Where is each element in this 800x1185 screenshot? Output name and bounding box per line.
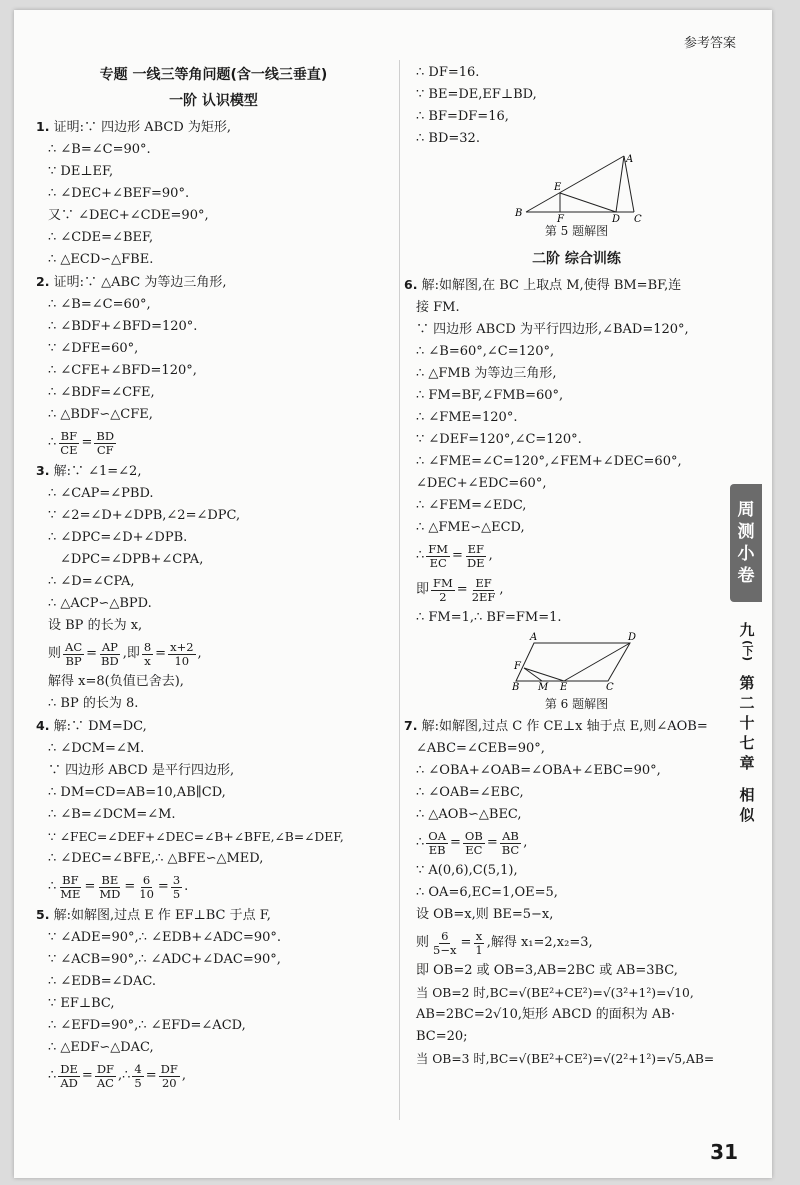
solution-line: ∴ ∠DEC=∠BFE,∴ △BFE∽△MED, [48,851,264,866]
fraction-line: ∴ $\frac{FM}{EC}$ = $\frac{EF}{DE}$ , [416,541,493,570]
section-title-stage1: 一阶 认识模型 [169,93,258,109]
vertex-label-b: B [511,682,519,693]
solution-line: ∴ ∠EFD=90°,∴ ∠EFD=∠ACD, [48,1018,246,1033]
solution-line: AB=2BC=2√10,矩形 ABCD 的面积为 AB· [416,1007,675,1022]
vertex-label-c: C [633,214,642,225]
solution-line: ∴ ∠FME=∠C=120°,∠FEM+∠DEC=60°, [416,454,682,469]
solution-line: 当 OB=2 时,BC=√(BE²+CE²)=√(3²+1²)=√10, [416,986,694,1000]
header-label: 参考答案 [683,36,736,51]
problem-number: 4. [36,718,50,733]
solution-line: 证明:∵ △ABC 为等边三角形, [53,275,227,290]
vertex-label-e: E [559,682,567,693]
solution-line: ∵ ∠DFE=60°, [48,341,139,356]
solution-line: ∵ 四边形 ABCD 为平行四边形,∠BAD=120°, [416,322,689,337]
solution-line: ∵ ∠2=∠D+∠DPB,∠2=∠DPC, [48,508,241,523]
fraction: $\frac{3}{5}$ [172,872,181,901]
side-tab-weekly-test: 周 测 小 卷 [730,484,762,602]
fraction: $\frac{BD}{CF}$ [96,428,115,457]
fraction-line: ∴ $\frac{BF}{ME}$ = $\frac{BE}{MD}$ = $\frac{6}{10}$ = $\frac{3}{5}$ . [48,872,189,901]
problem-number: 5. [36,907,50,922]
solution-line: ∵ 四边形 ABCD 是平行四边形, [48,763,235,778]
page-number: 31 [710,1140,738,1164]
fraction: $\frac{FM}{2}$ [433,575,453,604]
problem-5-figure [512,152,642,225]
solution-line: ∴ △FMB 为等边三角形, [416,366,557,381]
solution-line: ∴ ∠DEC+∠BEF=90°. [48,186,190,201]
solution-line: 解:如解图,过点 C 作 CE⊥x 轴于点 E,则∠AOB= [421,719,708,734]
vertex-label-c: C [605,682,614,693]
problem-number: 2. [36,274,50,289]
solution-line: ∴ ∠DPC=∠D+∠DPB. [48,530,188,545]
fraction-line: 则 $\frac{AC}{BP}$ = $\frac{AP}{BD}$ ,即 $\frac{8}{x}$ = $\frac{x+2}{10}$ , [48,639,202,668]
problem-7 [404,715,749,1070]
solution-line: ∠DPC=∠DPB+∠CPA, [60,552,204,567]
fraction: $\frac{x}{1}$ [475,928,483,957]
left-column [36,62,391,1093]
problem-number: 6. [404,277,418,292]
problem-number: 3. [36,463,50,478]
solution-line: ∴ △AOB∽△BEC, [416,807,522,822]
solution-line: ∴ ∠B=∠C=90°. [48,142,151,157]
fraction: $\frac{DE}{AD}$ [60,1061,78,1090]
fraction: $\frac{OB}{EC}$ [464,828,483,857]
solution-line: ∴ ∠OBA+∠OAB=∠OBA+∠EBC=90°, [416,763,661,778]
problem-3 [36,460,391,715]
solution-line: ∵ ∠ACB=90°,∴ ∠ADC+∠DAC=90°, [48,952,281,967]
solution-line: ∴ ∠CAP=∠PBD. [48,486,154,501]
solution-line: ∵ ∠ADE=90°,∴ ∠EDB+∠ADC=90°. [48,930,282,945]
fraction: $\frac{6}{10}$ [139,872,154,901]
fraction-line: ∴ $\frac{DE}{AD}$ = $\frac{DF}{AC}$ ,∴ $\frac{4}{5}$ = $\frac{DF}{20}$ , [48,1061,186,1090]
fraction: $\frac{x+2}{10}$ [170,639,194,668]
solution-line: 解:如解图,在 BC 上取点 M,使得 BM=BF,连 [421,278,682,293]
fraction: $\frac{6}{5-x}$ [433,928,457,957]
fraction: $\frac{4}{5}$ [134,1061,142,1090]
fraction-line: 即 $\frac{FM}{2}$ = $\frac{EF}{2EF}$ , [416,575,504,604]
figure-caption: 第 6 题解图 [544,697,609,711]
right-column [404,62,749,1070]
fraction: $\frac{OA}{EB}$ [428,828,447,857]
column-divider [399,60,400,1120]
solution-line: ∴ ∠B=60°,∠C=120°, [416,344,555,359]
solution-line: 即 OB=2 或 OB=3,AB=2BC 或 AB=3BC, [416,963,678,978]
solution-line: ∵ BE=DE,EF⊥BD, [416,87,537,102]
fraction: $\frac{DF}{20}$ [160,1061,178,1090]
solution-line: ∴ △ACP∽△BPD. [48,596,152,611]
vertex-label-d: D [627,632,636,643]
fraction: $\frac{EF}{2EF}$ [471,575,496,604]
solution-line: 解:∵ DM=DC, [53,719,147,734]
vertex-label-a: A [625,154,633,165]
fraction: $\frac{BE}{MD}$ [99,872,121,901]
solution-line: ∴ ∠B=∠DCM=∠M. [48,807,176,822]
solution-line: ∠ABC=∠CEB=90°, [416,741,545,756]
problem-number: 7. [404,718,418,733]
fraction: $\frac{DF}{AC}$ [96,1061,115,1090]
fraction-line: ∴ $\frac{OA}{EB}$ = $\frac{OB}{EC}$ = $\frac{AB}{BC}$ , [416,828,528,857]
problem-5 [36,904,391,1093]
topic-title: 专题 一线三等角问题(含一线三垂直) [99,67,328,83]
solution-line: ∴ ∠OAB=∠EBC, [416,785,524,800]
solution-line: 解得 x=8(负值已舍去), [48,674,184,689]
solution-line: ∴ △ECD∽△FBE. [48,252,154,267]
solution-line: ∴ BD=32. [416,131,480,146]
problem-4 [36,715,391,904]
solution-line: ∴ ∠B=∠C=60°, [48,297,151,312]
solution-line: ∵ DE⊥EF, [48,164,114,179]
solution-line: ∴ ∠FME=120°. [416,410,518,425]
problem-6-figure [512,631,642,691]
answer-page [14,10,772,1178]
fraction: $\frac{BF}{ME}$ [60,872,81,901]
solution-line: ∴ BF=DF=16, [416,109,509,124]
solution-line: 证明:∵ 四边形 ABCD 为矩形, [53,120,232,135]
problem-number: 1. [36,119,50,134]
fraction-line: 则 $\frac{6}{5-x}$ = $\frac{x}{1}$ ,解得 x₁=2,x₂=3, [416,928,593,957]
solution-line: ∴ FM=1,∴ BF=FM=1. [416,610,562,625]
solution-line: 解:如解图,过点 E 作 EF⊥BC 于点 F, [53,908,271,923]
solution-line: ∴ BP 的长为 8. [48,696,139,711]
solution-line: ∴ FM=BF,∠FMB=60°, [416,388,564,403]
fraction: $\frac{AC}{BP}$ [65,639,83,668]
solution-line: ∴ OA=6,EC=1,OE=5, [416,885,558,900]
solution-line: ∴ ∠BDF=∠CFE, [48,385,155,400]
fraction: $\frac{BF}{CE}$ [60,428,78,457]
solution-line: 设 OB=x,则 BE=5−x, [416,907,554,922]
solution-line: ∴ ∠FEM=∠EDC, [416,498,527,513]
figure-caption: 第 5 题解图 [544,224,609,238]
solution-line: 当 OB=3 时,BC=√(BE²+CE²)=√(2²+1²)=√5,AB= [416,1052,715,1066]
side-chapter-label: 九 (下) 第 二 十 七 章 相 似 [739,621,755,825]
vertex-label-f: F [556,214,564,225]
vertex-label-b: B [514,208,522,219]
solution-line: ∴ DF=16. [416,65,480,80]
fraction: $\frac{AP}{BD}$ [101,639,119,668]
vertex-label-f: F [513,661,521,672]
problem-6 [404,274,749,629]
solution-line: ∵ ∠DEF=120°,∠C=120°. [416,432,582,447]
fraction: $\frac{EF}{DE}$ [466,541,485,570]
solution-line: ∴ ∠CFE+∠BFD=120°, [48,363,197,378]
vertex-label-a: A [529,632,537,643]
solution-line: ∴ △FME∽△ECD, [416,520,525,535]
problem-2 [36,271,391,460]
solution-line: ∴ ∠BDF+∠BFD=120°. [48,319,198,334]
solution-line: 解:∵ ∠1=∠2, [53,464,142,479]
fraction-line: ∴ $\frac{BF}{CE}$ = $\frac{BD}{CF}$ [48,428,115,457]
solution-line: ∵ ∠FEC=∠DEF+∠DEC=∠B+∠BFE,∠B=∠DEF, [48,830,344,844]
fraction: $\frac{AB}{BC}$ [501,828,520,857]
solution-line: ∠DEC+∠EDC=60°, [416,476,547,491]
vertex-label-e: E [553,182,561,193]
solution-line: ∴ ∠DCM=∠M. [48,741,145,756]
solution-line: ∴ ∠CDE=∠BEF, [48,230,154,245]
solution-line: ∵ A(0,6),C(5,1), [416,863,518,878]
fraction: $\frac{8}{x}$ [143,639,152,668]
solution-line: ∴ △BDF∽△CFE, [48,407,153,422]
solution-line: ∴ ∠D=∠CPA, [48,574,135,589]
solution-line: 接 FM. [416,300,460,315]
solution-line: ∵ EF⊥BC, [48,996,115,1011]
solution-line: ∴ ∠EDB=∠DAC. [48,974,156,989]
solution-line: 又∵ ∠DEC+∠CDE=90°, [48,208,209,223]
solution-line: ∴ △EDF∽△DAC, [48,1040,154,1055]
vertex-label-d: D [611,214,620,225]
solution-line: ∴ DM=CD=AB=10,AB∥CD, [48,785,226,800]
solution-line: BC=20; [416,1029,468,1044]
solution-line: 设 BP 的长为 x, [48,618,143,633]
vertex-label-m: M [537,682,548,693]
section-title-stage2: 二阶 综合训练 [532,251,621,267]
fraction: $\frac{FM}{EC}$ [428,541,449,570]
problem-1 [36,116,391,271]
